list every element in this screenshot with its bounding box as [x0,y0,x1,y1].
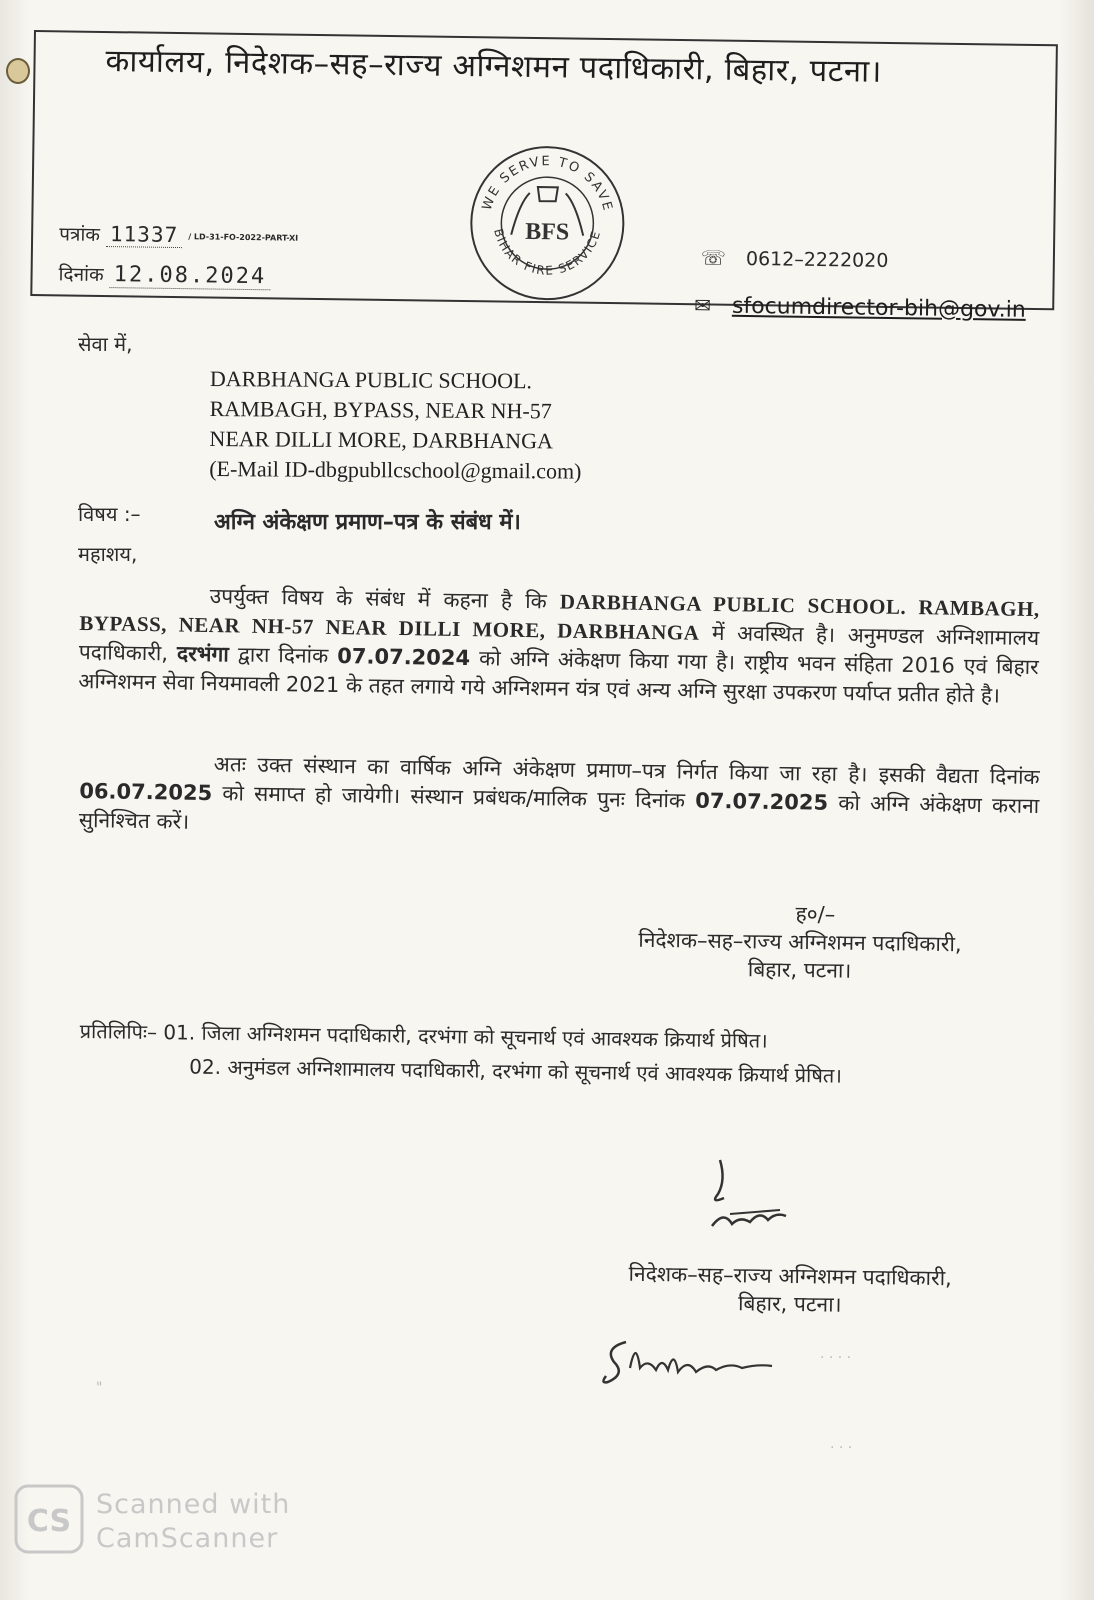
copy-to-list [79,1014,1040,1095]
phone-number: 0612–2222020 [745,247,889,272]
seal-text-top: WE SERVE TO SAVE [479,154,616,214]
email-row [694,293,1026,323]
letterhead-box [30,30,1058,323]
p2-next-date: 07.07.2025 [695,788,829,815]
letter-no-value: 11337 [106,222,183,248]
office-title: कार्यालय, निदेशक–सह–राज्य अग्निशमन पदाधिकारी, बिहार, पटना। [105,43,883,90]
letter-ref: / LD-31-FO-2022-PART-XI [188,232,299,243]
email-address: sfocumdirector-bih@gov.in [731,293,1026,323]
p2-middle: को समाप्त हो जायेगी। संस्थान प्रबंधक/मालिक पुनः दिनांक [211,781,696,813]
camscanner-watermark [14,1484,291,1558]
p1-date-lead: द्वारा दिनांक [228,642,338,669]
p1-end: को अग्नि अंकेक्षण किया गया है। राष्ट्रीय भवन संहिता 2016 एवं बिहार अग्निशमन सेवा नियमावली 2021 के तहत लगाये गये अग्निशमन यंत्र एवं अन्य अग्नि सुरक्षा उपकरण पर्याप्त प्रतीत होते है। [78,646,1039,708]
addressee-line1: DARBHANGA PUBLIC SCHOOL. [209,365,533,394]
copy-item-1-text: 01. जिला अग्निशमन पदाधिकारी, दरभंगा को सूचनार्थ एवं आवश्यक क्रियार्थ प्रेषित। [163,1020,768,1053]
svg-text:WE SERVE TO SAVE [480,153,616,214]
addressee-block [209,364,582,487]
letter-number-row [59,220,298,249]
p2-valid-date: 06.07.2025 [79,778,213,806]
p2-intro: अतः उक्त संस्थान का वार्षिक अग्नि अंकेक्षण प्रमाण–पत्र निर्गत किया जा रहा है। इसकी वैद्यता दिनांक [213,752,1040,790]
p1-school-name: DARBHANGA PUBLIC SCHOOL. RAMBAGH, BYPASS, NEAR NH-57 NEAR DILLI MORE, DARBHANGA [79,589,1040,645]
p2-end: को अग्नि अंकेक्षण कराना सुनिश्चित करें। [78,790,1040,834]
phone-row [701,245,889,272]
handwritten-signature [596,1328,796,1398]
envelope-icon: ✉ [694,293,712,318]
watermark-line1: Scanned with [96,1489,291,1520]
body-paragraph-2 [79,748,1040,850]
sign1-place: बिहार, पटना। [747,957,852,983]
signature-block-2 [590,1259,991,1321]
p1-middle: में अवस्थित है। अनुमण्डल अग्निशामालय पदाधिकारी, [78,620,1040,666]
subject-text: अग्नि अंकेक्षण प्रमाण–पत्र के संबंध में। [214,510,521,535]
sign2-place: बिहार, पटना। [737,1291,842,1317]
camscanner-logo-text: CS [26,1504,72,1539]
punch-hole [6,58,30,84]
to-label: सेवा में, [78,332,133,356]
copy-label: प्रतिलिपिः– [79,1018,164,1045]
seal-text-bottom: BIHAR FIRE SERVICE [491,227,604,278]
sign2-designation: निदेशक–सह–राज्य अग्निशमन पदाधिकारी, [628,1261,952,1291]
salutation: महाशय, [78,542,138,566]
watermark-line2: CamScanner [96,1523,279,1554]
addressee-line2: RAMBAGH, BYPASS, NEAR NH-57 [209,395,552,424]
subject-label: विषय :– [78,502,141,526]
sign1-designation: निदेशक–सह–राज्य अग्निशमन पदाधिकारी, [638,927,962,957]
date-value: 12.08.2024 [110,262,271,290]
signed-mark: ह०/– [795,901,836,927]
addressee-email: (E-Mail ID-dbgpubllcschool@gmail.com) [209,455,582,484]
copy-item-2: 02. अनुमंडल अग्निशामालय पदाधिकारी, दरभंगा को सूचनार्थ एवं आवश्यक क्रियार्थ प्रेषित। [189,1054,843,1088]
phone-icon: ☏ [700,245,727,270]
scan-speckle-2: · · · · [820,1350,852,1366]
handwritten-initials [690,1150,800,1250]
scan-speckle-1: " [96,1380,103,1396]
letter-date-row [58,260,270,289]
seal-center-text: BFS [525,218,570,246]
signature-block-1 [589,897,1010,987]
date-label: दिनांक [58,263,104,286]
letter-no-label: पत्रांक [58,223,101,246]
p1-city: दरभंगा [176,641,229,667]
scan-speckle-3: · · · [830,1440,853,1456]
p1-intro: उपर्युक्त विषय के संबंध में कहना है कि [209,584,561,614]
body-paragraph-1 [78,580,1040,711]
camscanner-logo [14,1484,84,1554]
p1-audit-date: 07.07.2024 [337,644,471,671]
bihar-fire-service-seal [466,142,628,304]
addressee-line3: NEAR DILLI MORE, DARBHANGA [209,425,553,454]
